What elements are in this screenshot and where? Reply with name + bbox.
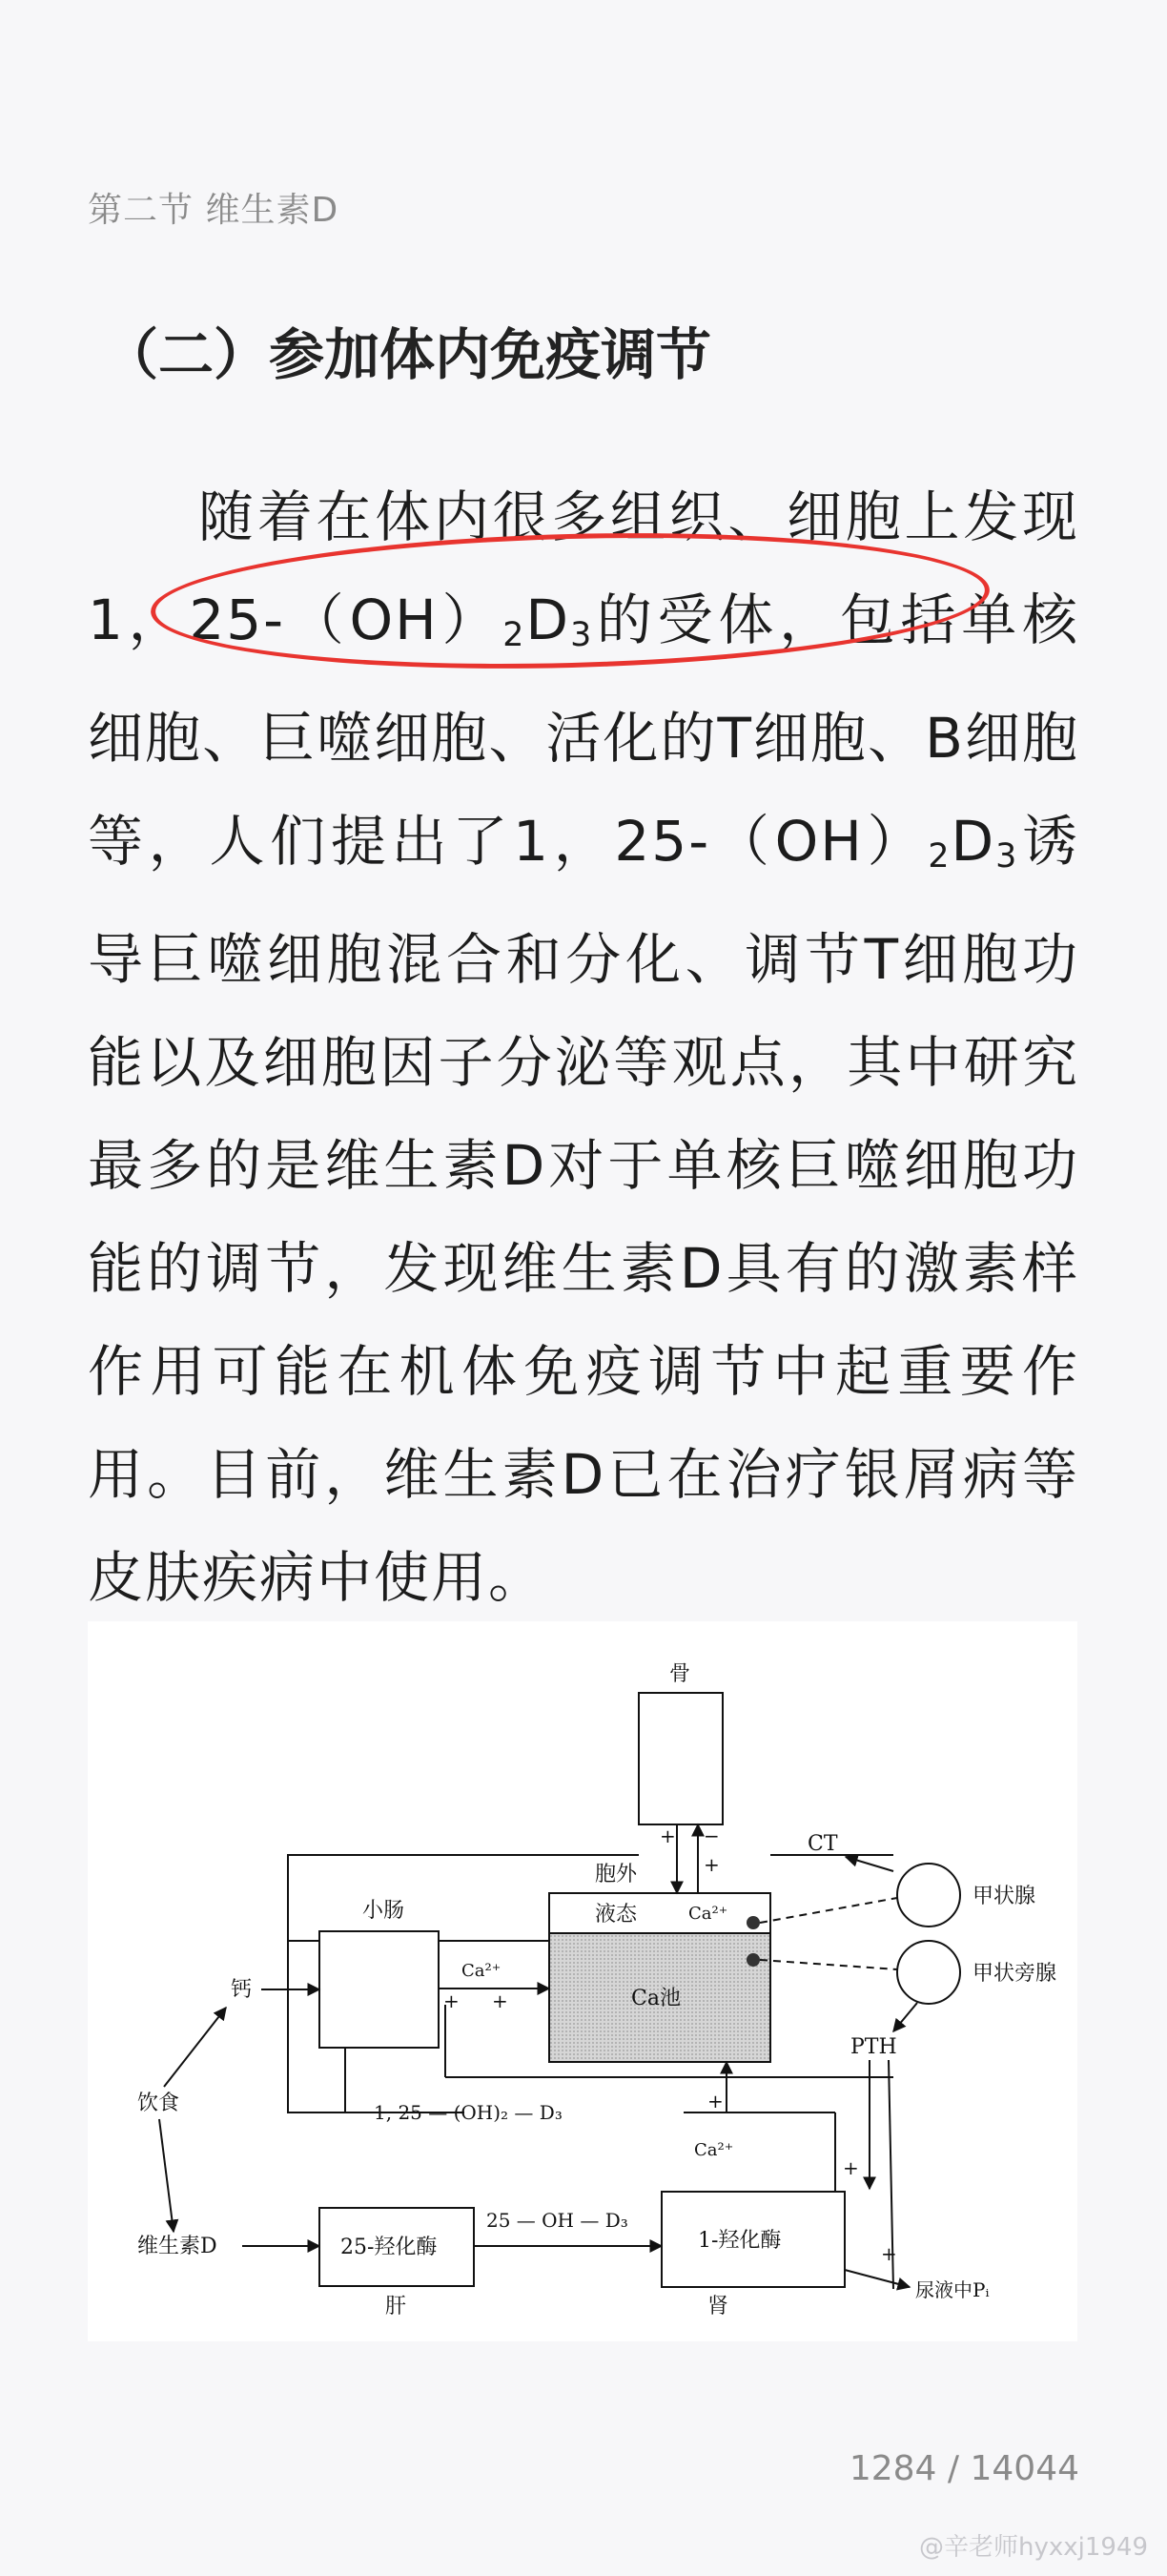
bone-minus: − (704, 1824, 720, 1847)
ca-ion-label-kidney: Ca²⁺ (694, 2140, 734, 2160)
ct-label: CT (808, 1832, 838, 1856)
calcitriol-label: 1, 25 — (OH)₂ — D₃ (374, 2101, 563, 2124)
bone-label: 骨 (669, 1662, 691, 1686)
liquid-label: 液态 (595, 1903, 638, 1927)
section-heading: （二）参加体内免疫调节 (103, 322, 712, 387)
pool-parathyroid-dashed (760, 1960, 897, 1969)
intestine-plus-2: + (492, 1989, 508, 2012)
ca-pool-label: Ca池 (631, 1987, 681, 2010)
kidney-to-urine-arrow (845, 2270, 910, 2287)
diet-to-calcium-arrow (164, 2008, 226, 2087)
parathyroid-to-pth-arrow (893, 2003, 917, 2031)
kidney-label: 肾 (707, 2295, 729, 2318)
urine-plus: + (881, 2242, 897, 2265)
bone-plus: + (660, 1824, 676, 1847)
parathyroid-sensor-dot (747, 1953, 760, 1967)
intestine-box (319, 1931, 439, 2048)
hydroxylase-1-label: 1-羟化酶 (698, 2229, 782, 2253)
parathyroid-circle (897, 1941, 960, 2004)
calcitriol-plus: + (707, 2090, 724, 2112)
calcidiol-label: 25 — OH — D₃ (486, 2209, 628, 2232)
chapter-title: 第二节 维生素D (88, 191, 339, 230)
hydroxylase-25-label: 25-羟化酶 (340, 2236, 438, 2259)
diet-label: 饮食 (137, 2092, 180, 2115)
pth-label: PTH (850, 2035, 897, 2059)
watermark: @辛老师hyxxj1949 (918, 2533, 1148, 2562)
intestine-plus-1: + (443, 1989, 460, 2012)
intestine-label: 小肠 (362, 1899, 405, 1923)
liver-label: 肝 (385, 2295, 407, 2318)
diet-to-vitd-arrow (159, 2119, 174, 2232)
thyroid-label: 甲状腺 (972, 1885, 1036, 1908)
vitamin-d-label: 维生素D (137, 2235, 217, 2258)
body-paragraph: 随着在体内很多组织、细胞上发现1，$25-(OH)_2D_3$的受体，包括单核细胞、巨噬细胞、活化的T细胞、B细胞等，人们提出了1，$25-(OH)_2D_3$诱导巨噬细胞混合和分化、调节T细胞功能以及细胞因子分泌等观点，其中研究最多的是维生素D对于单核巨噬细胞功能的调节，发现维生素D具有的激素样作用可能在机体免疫调节中起重要作用。目前，维生素D已在治疗银屑病等皮肤疾病中使用。 (88, 484, 1079, 1610)
calcium-label: 钙 (231, 1978, 253, 2002)
extracellular-label: 胞外 (595, 1863, 638, 1886)
bone-box (639, 1693, 723, 1824)
page-indicator: 1284 / 14044 (849, 2449, 1079, 2488)
thyroid-to-ct-arrow (846, 1857, 893, 1871)
thyroid-circle (897, 1864, 960, 1927)
liquid-box (549, 1893, 770, 1933)
diagram-svg (88, 1621, 1077, 2341)
ca-ion-label-intestine: Ca²⁺ (461, 1961, 502, 1981)
ca-ion-label-top: Ca²⁺ (688, 1904, 728, 1924)
pth-plus: + (843, 2156, 859, 2179)
pool-thyroid-dashed (760, 1898, 897, 1923)
urine-label: 尿液中Pᵢ (915, 2278, 990, 2301)
calcium-regulation-diagram (88, 1621, 1077, 2341)
bone-plus-2: + (704, 1853, 720, 1876)
thyroid-sensor-dot (747, 1916, 760, 1929)
parathyroid-label: 甲状旁腺 (972, 1962, 1057, 1986)
